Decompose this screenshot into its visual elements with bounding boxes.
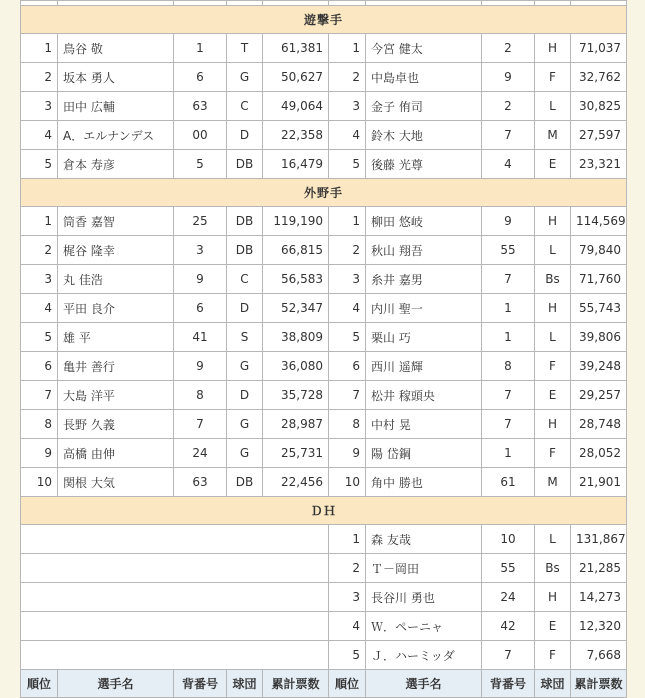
right-rank-cell: 3 [329, 265, 366, 294]
right-header-team: 球団 [535, 670, 571, 698]
right-player-name-cell: 栗山 巧 [366, 323, 482, 352]
table-row [21, 63, 627, 92]
left-team-cell: D [227, 121, 263, 150]
left-player-name-cell: 雄 平 [58, 323, 174, 352]
vote-ranking-table [20, 0, 627, 698]
right-uniform-number-cell: 55 [482, 554, 535, 583]
right-vote-count-cell: 131,867 [571, 525, 627, 554]
table-row [21, 525, 627, 554]
right-uniform-number-cell: 7 [482, 410, 535, 439]
left-uniform-number-cell: 1 [174, 34, 227, 63]
right-uniform-number-cell: 7 [482, 265, 535, 294]
right-team-cell: H [535, 410, 571, 439]
left-uniform-number-cell: 25 [174, 207, 227, 236]
left-player-name-cell: 大島 洋平 [58, 381, 174, 410]
left-player-name-cell: 亀井 善行 [58, 352, 174, 381]
left-vote-count-cell: 22,456 [263, 468, 329, 497]
right-player-name-cell: 中島卓也 [366, 63, 482, 92]
right-team-cell: F [535, 439, 571, 468]
left-header-votes: 累計票数 [263, 670, 329, 698]
right-uniform-number-cell: 7 [482, 381, 535, 410]
left-vote-count-cell: 25,731 [263, 439, 329, 468]
left-player-name-cell: 梶谷 隆幸 [58, 236, 174, 265]
right-vote-count-cell: 30,825 [571, 92, 627, 121]
left-vote-count-cell: 35,728 [263, 381, 329, 410]
left-team-cell: G [227, 63, 263, 92]
left-uniform-number-cell: 9 [174, 352, 227, 381]
right-rank-cell: 4 [329, 294, 366, 323]
right-vote-count-cell: 71,037 [571, 34, 627, 63]
left-rank-cell: 1 [21, 207, 58, 236]
left-player-name-cell: 倉本 寿彦 [58, 150, 174, 179]
table-row [21, 34, 627, 63]
left-vote-count-cell: 66,815 [263, 236, 329, 265]
left-player-name-cell: 田中 広輔 [58, 92, 174, 121]
left-rank-cell: 9 [21, 439, 58, 468]
right-vote-count-cell: 21,901 [571, 468, 627, 497]
section-title: ＤＨ [21, 497, 627, 525]
left-team-cell: DB [227, 207, 263, 236]
section-header-row [21, 497, 627, 525]
right-player-name-cell: 柳田 悠岐 [366, 207, 482, 236]
table-row [21, 641, 627, 670]
left-rank-cell: 7 [21, 381, 58, 410]
table-row [21, 150, 627, 179]
right-player-name-cell: 糸井 嘉男 [366, 265, 482, 294]
right-player-name-cell: 長谷川 勇也 [366, 583, 482, 612]
left-uniform-number-cell: 3 [174, 236, 227, 265]
right-rank-cell: 2 [329, 63, 366, 92]
section-title: 遊撃手 [21, 6, 627, 34]
right-uniform-number-cell: 55 [482, 236, 535, 265]
left-header-team: 球団 [227, 670, 263, 698]
left-team-cell: T [227, 34, 263, 63]
left-header-name: 選手名 [58, 670, 174, 698]
left-rank-cell: 3 [21, 92, 58, 121]
left-rank-cell: 5 [21, 323, 58, 352]
right-uniform-number-cell: 61 [482, 468, 535, 497]
left-rank-cell: 2 [21, 236, 58, 265]
right-team-cell: F [535, 641, 571, 670]
left-empty-cell [21, 554, 329, 583]
left-team-cell: S [227, 323, 263, 352]
right-team-cell: Bs [535, 265, 571, 294]
right-player-name-cell: 森 友哉 [366, 525, 482, 554]
right-team-cell: H [535, 34, 571, 63]
table-row [21, 207, 627, 236]
left-uniform-number-cell: 8 [174, 381, 227, 410]
right-vote-count-cell: 28,748 [571, 410, 627, 439]
right-team-cell: H [535, 207, 571, 236]
left-uniform-number-cell: 5 [174, 150, 227, 179]
right-player-name-cell: 西川 遥輝 [366, 352, 482, 381]
right-rank-cell: 2 [329, 554, 366, 583]
right-vote-count-cell: 29,257 [571, 381, 627, 410]
left-team-cell: D [227, 294, 263, 323]
right-team-cell: F [535, 352, 571, 381]
table-row [21, 323, 627, 352]
left-player-name-cell: 関根 大気 [58, 468, 174, 497]
left-team-cell: D [227, 381, 263, 410]
left-header-rank: 順位 [21, 670, 58, 698]
left-rank-cell: 4 [21, 121, 58, 150]
right-player-name-cell: 松井 稼頭央 [366, 381, 482, 410]
left-rank-cell: 5 [21, 150, 58, 179]
right-vote-count-cell: 14,273 [571, 583, 627, 612]
table-row [21, 468, 627, 497]
right-rank-cell: 4 [329, 121, 366, 150]
left-uniform-number-cell: 9 [174, 265, 227, 294]
right-vote-count-cell: 55,743 [571, 294, 627, 323]
right-vote-count-cell: 39,248 [571, 352, 627, 381]
left-team-cell: C [227, 265, 263, 294]
vote-ranking-container [20, 0, 626, 698]
left-rank-cell: 4 [21, 294, 58, 323]
left-player-name-cell: 丸 佳浩 [58, 265, 174, 294]
left-vote-count-cell: 119,190 [263, 207, 329, 236]
right-vote-count-cell: 7,668 [571, 641, 627, 670]
left-uniform-number-cell: 6 [174, 63, 227, 92]
left-uniform-number-cell: 41 [174, 323, 227, 352]
left-team-cell: C [227, 92, 263, 121]
left-player-name-cell: 坂本 勇人 [58, 63, 174, 92]
right-vote-count-cell: 27,597 [571, 121, 627, 150]
left-vote-count-cell: 61,381 [263, 34, 329, 63]
left-rank-cell: 8 [21, 410, 58, 439]
right-rank-cell: 1 [329, 34, 366, 63]
right-rank-cell: 5 [329, 150, 366, 179]
table-row [21, 121, 627, 150]
right-rank-cell: 5 [329, 641, 366, 670]
right-player-name-cell: 後藤 光尊 [366, 150, 482, 179]
left-uniform-number-cell: 63 [174, 468, 227, 497]
left-player-name-cell: 長野 久義 [58, 410, 174, 439]
left-vote-count-cell: 28,987 [263, 410, 329, 439]
right-uniform-number-cell: 4 [482, 150, 535, 179]
right-header-num: 背番号 [482, 670, 535, 698]
right-vote-count-cell: 21,285 [571, 554, 627, 583]
right-team-cell: Bs [535, 554, 571, 583]
table-row [21, 236, 627, 265]
left-vote-count-cell: 56,583 [263, 265, 329, 294]
left-player-name-cell: 筒香 嘉智 [58, 207, 174, 236]
right-rank-cell: 1 [329, 207, 366, 236]
left-rank-cell: 3 [21, 265, 58, 294]
right-team-cell: L [535, 323, 571, 352]
right-uniform-number-cell: 2 [482, 92, 535, 121]
left-empty-cell [21, 612, 329, 641]
right-player-name-cell: 陽 岱鋼 [366, 439, 482, 468]
right-team-cell: H [535, 294, 571, 323]
table-row [21, 612, 627, 641]
right-uniform-number-cell: 10 [482, 525, 535, 554]
right-vote-count-cell: 79,840 [571, 236, 627, 265]
right-uniform-number-cell: 24 [482, 583, 535, 612]
right-uniform-number-cell: 8 [482, 352, 535, 381]
left-uniform-number-cell: 63 [174, 92, 227, 121]
right-uniform-number-cell: 9 [482, 207, 535, 236]
table-row [21, 381, 627, 410]
left-empty-cell [21, 583, 329, 612]
right-team-cell: L [535, 236, 571, 265]
right-header-name: 選手名 [366, 670, 482, 698]
right-rank-cell: 5 [329, 323, 366, 352]
right-header-rank: 順位 [329, 670, 366, 698]
left-player-name-cell: A．エルナンデス [58, 121, 174, 150]
left-vote-count-cell: 50,627 [263, 63, 329, 92]
left-header-num: 背番号 [174, 670, 227, 698]
left-empty-cell [21, 641, 329, 670]
section-title: 外野手 [21, 179, 627, 207]
left-empty-cell [21, 525, 329, 554]
table-row [21, 352, 627, 381]
right-team-cell: L [535, 92, 571, 121]
right-uniform-number-cell: 7 [482, 641, 535, 670]
left-player-name-cell: 鳥谷 敬 [58, 34, 174, 63]
table-row [21, 92, 627, 121]
right-rank-cell: 6 [329, 352, 366, 381]
right-player-name-cell: Ｊ．ハーミッダ [366, 641, 482, 670]
right-rank-cell: 1 [329, 525, 366, 554]
right-rank-cell: 3 [329, 92, 366, 121]
left-team-cell: G [227, 352, 263, 381]
left-rank-cell: 2 [21, 63, 58, 92]
left-vote-count-cell: 49,064 [263, 92, 329, 121]
right-uniform-number-cell: 7 [482, 121, 535, 150]
right-vote-count-cell: 12,320 [571, 612, 627, 641]
right-team-cell: E [535, 612, 571, 641]
section-header-row [21, 179, 627, 207]
left-player-name-cell: 高橋 由伸 [58, 439, 174, 468]
left-team-cell: DB [227, 236, 263, 265]
right-team-cell: L [535, 525, 571, 554]
right-uniform-number-cell: 1 [482, 439, 535, 468]
right-player-name-cell: 内川 聖一 [366, 294, 482, 323]
left-rank-cell: 1 [21, 34, 58, 63]
right-vote-count-cell: 28,052 [571, 439, 627, 468]
left-uniform-number-cell: 24 [174, 439, 227, 468]
table-row [21, 410, 627, 439]
right-uniform-number-cell: 42 [482, 612, 535, 641]
right-uniform-number-cell: 2 [482, 34, 535, 63]
right-vote-count-cell: 32,762 [571, 63, 627, 92]
right-uniform-number-cell: 1 [482, 294, 535, 323]
right-rank-cell: 3 [329, 583, 366, 612]
left-uniform-number-cell: 6 [174, 294, 227, 323]
table-row [21, 294, 627, 323]
table-row [21, 554, 627, 583]
right-vote-count-cell: 114,569 [571, 207, 627, 236]
right-team-cell: F [535, 63, 571, 92]
right-team-cell: M [535, 468, 571, 497]
table-row [21, 265, 627, 294]
right-player-name-cell: Ｗ．ペーニャ [366, 612, 482, 641]
left-vote-count-cell: 52,347 [263, 294, 329, 323]
left-rank-cell: 6 [21, 352, 58, 381]
right-vote-count-cell: 71,760 [571, 265, 627, 294]
right-player-name-cell: 中村 晃 [366, 410, 482, 439]
right-rank-cell: 9 [329, 439, 366, 468]
right-rank-cell: 4 [329, 612, 366, 641]
left-vote-count-cell: 36,080 [263, 352, 329, 381]
column-header-row [21, 670, 627, 698]
right-player-name-cell: Ｔ－岡田 [366, 554, 482, 583]
right-team-cell: H [535, 583, 571, 612]
left-uniform-number-cell: 7 [174, 410, 227, 439]
right-uniform-number-cell: 1 [482, 323, 535, 352]
left-rank-cell: 10 [21, 468, 58, 497]
left-player-name-cell: 平田 良介 [58, 294, 174, 323]
right-vote-count-cell: 39,806 [571, 323, 627, 352]
section-header-row [21, 6, 627, 34]
right-rank-cell: 7 [329, 381, 366, 410]
left-vote-count-cell: 38,809 [263, 323, 329, 352]
right-team-cell: M [535, 121, 571, 150]
right-rank-cell: 8 [329, 410, 366, 439]
table-row [21, 583, 627, 612]
left-team-cell: DB [227, 468, 263, 497]
right-player-name-cell: 金子 侑司 [366, 92, 482, 121]
left-vote-count-cell: 16,479 [263, 150, 329, 179]
right-rank-cell: 10 [329, 468, 366, 497]
right-player-name-cell: 秋山 翔吾 [366, 236, 482, 265]
right-vote-count-cell: 23,321 [571, 150, 627, 179]
left-vote-count-cell: 22,358 [263, 121, 329, 150]
right-team-cell: E [535, 150, 571, 179]
right-team-cell: E [535, 381, 571, 410]
left-uniform-number-cell: 00 [174, 121, 227, 150]
right-header-votes: 累計票数 [571, 670, 627, 698]
right-rank-cell: 2 [329, 236, 366, 265]
right-uniform-number-cell: 9 [482, 63, 535, 92]
right-player-name-cell: 今宮 健太 [366, 34, 482, 63]
right-player-name-cell: 角中 勝也 [366, 468, 482, 497]
table-row [21, 439, 627, 468]
left-team-cell: DB [227, 150, 263, 179]
left-team-cell: G [227, 410, 263, 439]
left-team-cell: G [227, 439, 263, 468]
right-player-name-cell: 鈴木 大地 [366, 121, 482, 150]
